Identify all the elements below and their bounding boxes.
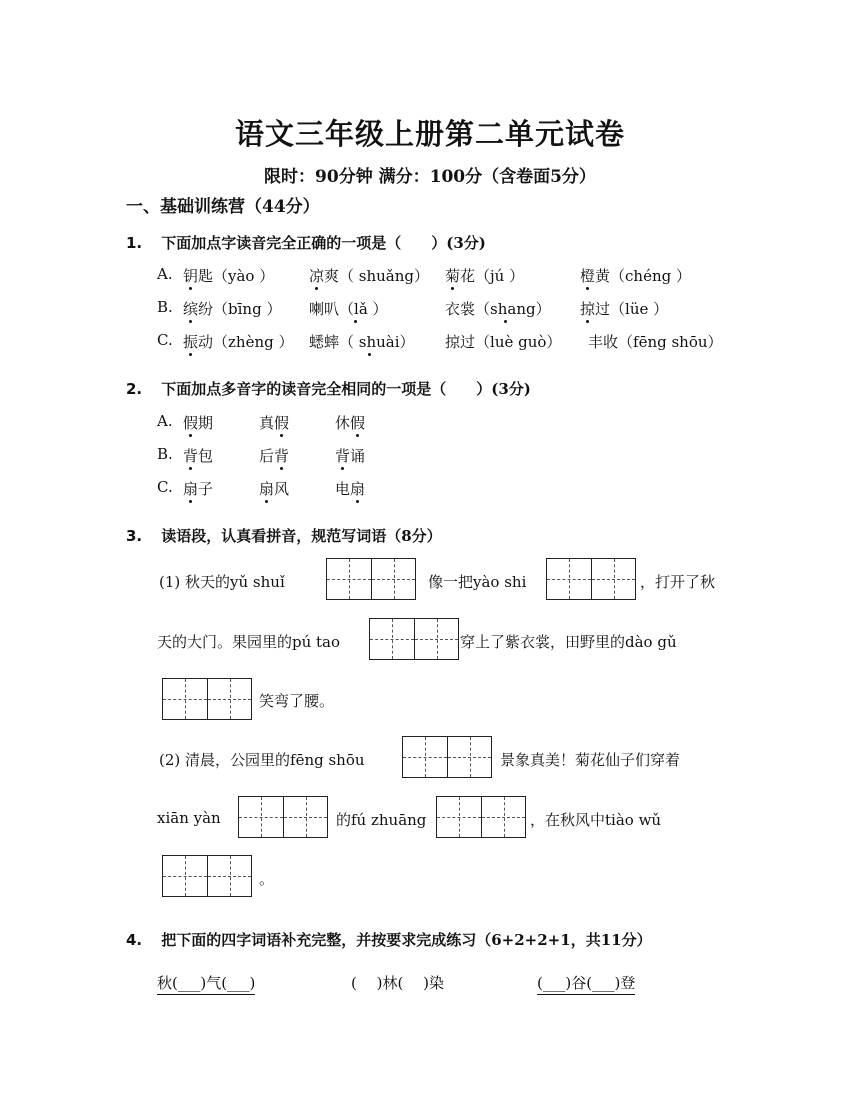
option-item: 扇风 <box>259 480 290 498</box>
option-item: 衣裳（shang） <box>445 300 551 318</box>
option-item: 喇叭（lǎ ） <box>309 300 388 318</box>
question-number: 1. <box>126 234 143 252</box>
option-item: 钥匙（yào ） <box>183 267 275 285</box>
question-text: 把下面的四字词语补充完整，并按要求完成练习（6+2+2+1，共11分） <box>161 931 652 949</box>
option-item: 缤纷（bīng ） <box>183 300 282 318</box>
option-label: C. <box>157 331 173 349</box>
passage-text: (2) 清晨，公园里的fēng shōu <box>159 751 365 769</box>
writing-grid[interactable] <box>162 855 252 897</box>
idiom-blank[interactable]: ( )林( )染 <box>351 974 444 992</box>
passage-text: (1) 秋天的yǔ shuǐ <box>159 573 285 591</box>
passage-text: xiān yàn <box>157 809 221 827</box>
writing-grid[interactable] <box>326 558 416 600</box>
passage-text: 笑弯了腰。 <box>259 692 335 710</box>
passage-text: 像一把yào shi <box>428 573 527 591</box>
option-label: B. <box>157 298 173 316</box>
question-3 <box>126 525 442 546</box>
writing-grid[interactable] <box>436 796 526 838</box>
question-text: 下面加点多音字的读音完全相同的一项是（ ）(3分) <box>161 380 531 398</box>
question-number: 4. <box>126 931 143 949</box>
question-text: 读语段，认真看拼音，规范写词语（8分） <box>161 527 442 545</box>
question-text: 下面加点字读音完全正确的一项是（ ）(3分) <box>161 234 486 252</box>
passage-text: ，打开了秋 <box>640 573 716 591</box>
writing-grid[interactable] <box>546 558 636 600</box>
question-1 <box>126 232 486 253</box>
passage-text: ，在秋风中tiào wǔ <box>530 811 662 829</box>
question-number: 3. <box>126 527 143 545</box>
writing-grid[interactable] <box>402 736 492 778</box>
option-item: 后背 <box>259 447 290 465</box>
option-item: 电扇 <box>335 480 366 498</box>
option-item: 菊花（jú ） <box>445 267 525 285</box>
option-item: 扇子 <box>183 480 214 498</box>
question-4 <box>126 929 652 950</box>
question-2 <box>126 378 531 399</box>
idiom-blank[interactable]: 秋(___)气(___) <box>157 972 255 995</box>
option-item: 真假 <box>259 414 290 432</box>
option-item: 蟋蟀（ shuài） <box>309 333 415 351</box>
option-item: 休假 <box>335 414 366 432</box>
option-item: 振动（zhèng ） <box>183 333 294 351</box>
section-heading: 一、基础训练营（44分） <box>126 197 320 217</box>
option-b: B. 背包 后背 背诵 <box>157 445 366 465</box>
passage-text: 穿上了紫衣裳，田野里的dào gǔ <box>460 633 677 651</box>
option-item: 丰收（fēng shōu） <box>588 333 723 351</box>
option-label: A. <box>157 265 173 283</box>
idiom-blank[interactable]: (___)谷(___)登 <box>537 972 635 995</box>
passage-text: 天的大门。果园里的pú tao <box>157 633 341 651</box>
writing-grid[interactable] <box>369 618 459 660</box>
option-a: A. 假期 真假 休假 <box>157 412 366 432</box>
option-a <box>157 265 691 285</box>
option-c: C. 扇子 扇风 电扇 <box>157 478 366 498</box>
writing-grid[interactable] <box>238 796 328 838</box>
passage-text: 景象真美！菊花仙子们穿着 <box>500 751 681 769</box>
passage-text: 。 <box>259 870 275 888</box>
page-title: 语文三年级上册第二单元试卷 <box>234 117 625 151</box>
writing-grid[interactable] <box>162 678 252 720</box>
option-item: 掠过（lüe ） <box>580 300 669 318</box>
option-item: 橙黄（chéng ） <box>580 267 691 285</box>
option-item: 假期 <box>183 414 214 432</box>
option-item: 掠过（luè guò） <box>445 333 562 351</box>
option-item: 背诵 <box>335 447 366 465</box>
exam-info: 限时：90分钟 满分：100分（含卷面5分） <box>264 167 596 187</box>
passage-text: 的fú zhuāng <box>336 811 427 829</box>
question-number: 2. <box>126 380 143 398</box>
option-c <box>157 331 723 351</box>
option-b <box>157 298 669 318</box>
option-item: 背包 <box>183 447 214 465</box>
option-item: 凉爽（ shuǎng） <box>309 267 430 285</box>
